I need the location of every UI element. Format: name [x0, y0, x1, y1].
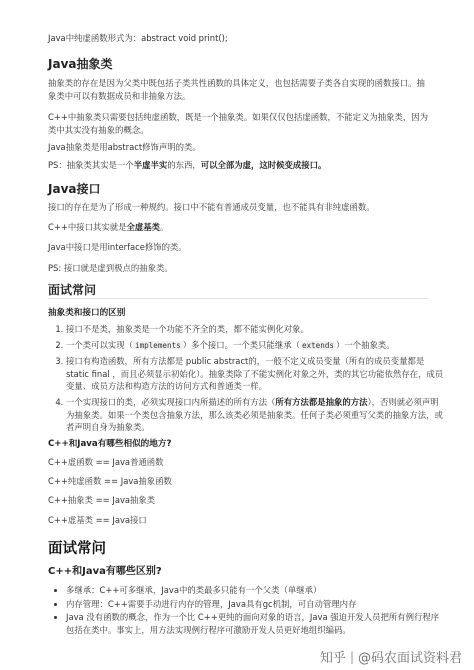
interface-para-4: PS: 接口就是虚到极点的抽象类。: [48, 263, 173, 273]
list-item: [66, 339, 444, 353]
list-item: [66, 598, 444, 611]
list-item: [66, 584, 444, 597]
list-item-text: 内存管理：C++需要手动进行内存的管理，Java具有gc机制，可自动管理内存: [66, 598, 357, 609]
cpp-java-diff-list: [52, 584, 444, 637]
watermark-author: @码农面试资料君: [357, 651, 462, 666]
list-item-text: 一个实现接口的类，必须实现接口内所描述的所有方法（: [66, 396, 276, 407]
abstract-para-1b: 象类中可以有数据成员和非抽象方法。: [48, 91, 191, 101]
abstract-para-3: Java抽象类是用abstract修饰声明的类。: [48, 142, 201, 152]
abstract-ps: [48, 158, 326, 172]
list-item-text: ），否则就必须声明为抽象类。如果一个类包含抽象方法，那么该类必须是抽象类。任何子类必须重写父类的抽象方法，或者声明自身为抽象类。: [66, 396, 443, 433]
list-item-text: Java 没有函数的概念，作为一个比 C++更纯的面向对象的语言，Java 强迫开发人员把所有例行程序包括在类中。事实上，用方法实现例行程序可激励开发人员更好地组织编码。: [66, 612, 440, 635]
difference-list: [52, 323, 444, 437]
intro-line: Java中纯虚函数形式为：abstract void print();: [48, 33, 228, 43]
similar-line: C++虚函数 == Java普通函数: [48, 457, 164, 467]
interface-p2-c: 。: [160, 222, 169, 232]
list-item-text: 一个类可以实现（: [66, 339, 133, 350]
heading-interview-2: 面试常问: [48, 541, 106, 557]
code-extends: extends: [301, 340, 334, 350]
watermark-brand: 知乎: [319, 651, 346, 666]
abstract-para-1: 抽象类的存在是因为父类中既包括子类共性函数的具体定义，也包括需要子类各自实现的函数接口。抽: [48, 78, 425, 88]
list-item: [66, 355, 444, 393]
interface-p2-a: C++中接口其实就是: [48, 222, 127, 232]
similar-line: C++抽象类 == Java抽象类: [48, 495, 156, 505]
similar-line: C++纯虚函数 == Java抽象函数: [48, 476, 172, 486]
heading-java-abstract: Java抽象类: [48, 57, 113, 71]
list-item-bold: 所有方法都是抽象的方法: [275, 396, 368, 407]
subheading-cpp-java-diff: C++和Java有哪些区别?: [48, 566, 162, 577]
list-item: [66, 323, 444, 336]
divider: [48, 298, 428, 299]
interface-para-3: Java中接口是用interface修饰的类。: [48, 242, 187, 252]
watermark: [320, 647, 462, 666]
watermark-separator: |: [349, 649, 354, 664]
similar-line: C++虚基类 == Java接口: [48, 515, 147, 525]
ps-text-a: PS：抽象类其实是一个: [48, 160, 134, 170]
ps-bold-b: 半虚半实: [133, 160, 168, 170]
subheading-similarities: C++和Java有哪些相似的地方?: [48, 439, 172, 449]
list-item: [66, 396, 444, 434]
code-implements: implements: [135, 340, 181, 350]
interface-para-2: [48, 220, 168, 234]
list-item-text: ）多个接口。一个类只能继承（: [182, 339, 300, 350]
heading-interview: 面试常问: [48, 283, 97, 297]
list-item-text: 多继承：C++可多继承，Java中的类最多只能有一个父类（单继承）: [66, 585, 322, 595]
list-item-text: 接口不是类，抽象类是一个功能不齐全的类，都不能实例化对象。: [66, 324, 309, 334]
list-item-text: 接口有构造函数，所有方法都是 public abstract的，一般不定义成员变量（所有的成员变量都是 static final ，而且必须显示初始化）。抽象类除了不能实例化对象之外，类的其它功能依然存在，成员变量、成员方法和构造方法的访问方式和普通类一样。: [66, 356, 444, 392]
interface-p2-bold: 全虚基类: [126, 222, 161, 232]
ps-bold-d: 可以全部为虚，这时候变成接口。: [200, 160, 327, 170]
subheading-abstract-vs-interface: 抽象类和接口的区别: [48, 308, 126, 318]
interface-para-1: 接口的存在是为了形成一种规约。接口中不能有普通成员变量，也不能具有非纯虚函数。: [48, 202, 375, 212]
abstract-para-2b: 类中其实没有抽象的概念。: [48, 125, 149, 135]
heading-java-interface: Java接口: [48, 182, 101, 196]
ps-text-c: 的东西，: [167, 160, 201, 170]
abstract-para-2: C++中抽象类只需要包括纯虚函数，既是一个抽象类。如果仅仅包括虚函数，不能定义为抽象类，因为: [48, 112, 429, 122]
list-item-text: ）一个抽象类。: [335, 339, 395, 350]
list-item: [66, 611, 444, 636]
